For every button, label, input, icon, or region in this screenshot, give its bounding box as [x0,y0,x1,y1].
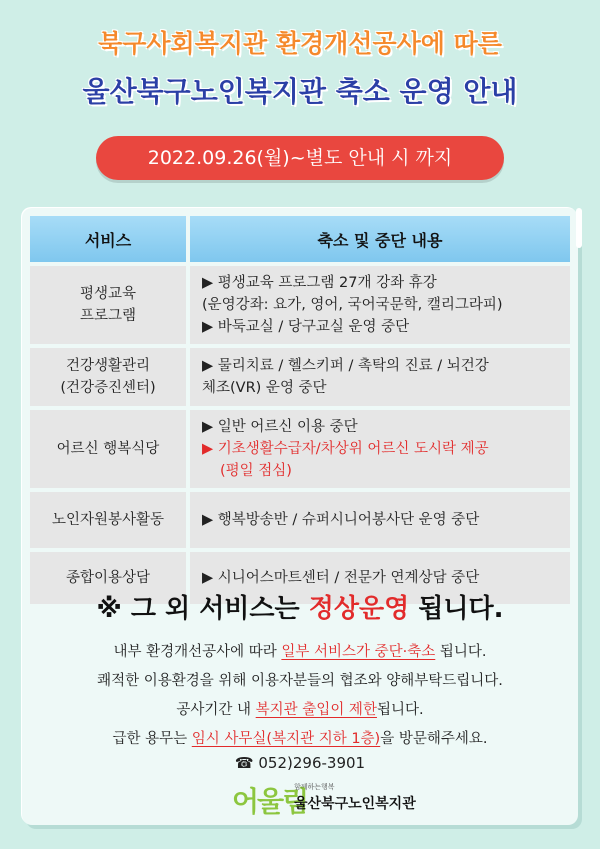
detail-line: 체조(VR) 운영 중단 [202,380,327,396]
detail-line: ▶ 바둑교실 / 당구교실 운영 중단 [202,319,410,335]
info-highlight: 일부 서비스가 중단·축소 [281,644,436,660]
service-name: 어르신 행복식당 [56,441,160,457]
info-line [22,696,578,725]
details-cell [190,344,570,406]
service-name: 평생교육 [79,286,137,302]
notice-suffix: 됩니다. [409,594,504,624]
info-text: 됩니다. [435,644,487,660]
service-name: (건강증진센터) [60,380,156,396]
info-text: 쾌적한 이용환경을 위해 이용자분들의 협조와 양해부탁드립니다. [97,673,503,689]
service-name: 종합이용상담 [65,570,151,586]
service-name: 노인자원봉사활동 [51,512,165,528]
service-name: 건강생활관리 [65,358,151,374]
info-line [22,667,578,696]
detail-line: ▶ 물리치료 / 헬스키퍼 / 촉탁의 진료 / 뇌건강 [202,358,489,374]
service-cell [30,344,190,406]
phone-number: 052)296-3901 [258,754,366,772]
service-table [30,216,570,604]
details-cell [190,488,570,548]
info-text: 내부 환경개선공사에 따라 [113,644,282,660]
notice-prefix: ※ 그 외 서비스는 [96,594,309,624]
info-highlight: 임시 사무실(복지관 지하 1층) [191,731,381,747]
table-row [30,488,570,548]
details-cell [190,406,570,488]
table-row [30,406,570,488]
detail-line: (운영강좌: 요가, 영어, 국어국문학, 캘리그라피) [202,297,503,313]
logo-tagline: 함께하는행복 [294,783,335,791]
normal-operation-notice [22,588,578,625]
info-lines [22,638,578,754]
info-highlight: 복지관 출입이 제한 [255,702,377,718]
info-text: 됩니다. [376,702,424,718]
service-cell [30,406,190,488]
contact-phone [22,754,578,772]
table-header-row [30,216,570,262]
notice-highlight: 정상운영 [308,594,410,624]
title-line-2: 울산북구노인복지관 축소 운영 안내 [82,75,518,108]
detail-line: ▶ 일반 어르신 이용 중단 [202,419,358,435]
service-cell [30,262,190,344]
service-cell [30,488,190,548]
column-header-service: 서비스 [30,216,190,262]
detail-line-highlight: ▶ 기초생활수급자/차상위 어르신 도시락 제공 [202,441,489,457]
info-line [22,725,578,754]
detail-line: ▶ 시니어스마트센터 / 전문가 연계상담 중단 [202,570,480,586]
column-header-details: 축소 및 중단 내용 [190,216,570,262]
organization-logo [232,780,432,820]
date-range-badge: 2022.09.26(월)~별도 안내 시 까지 [96,136,504,180]
logo-mark-text: 어울림 [232,785,308,818]
service-name: 프로그램 [79,308,137,324]
table-row [30,344,570,406]
card-decoration [576,208,582,248]
detail-line: ▶ 행복방송반 / 슈퍼시니어봉사단 운영 중단 [202,512,480,528]
info-line [22,638,578,667]
info-text: 공사기간 내 [176,702,256,718]
info-text: 을 방문해주세요. [380,731,488,747]
logo-name: 울산북구노인복지관 [294,796,416,812]
detail-line: ▶ 평생교육 프로그램 27개 강좌 휴강 [202,275,437,291]
content-card [22,208,578,825]
info-text: 급한 용무는 [112,731,192,747]
telephone-icon: ☎ [234,754,254,772]
details-cell [190,262,570,344]
table-row [30,262,570,344]
title-line-1: 북구사회복지관 환경개선공사에 따른 [98,29,502,58]
detail-line-highlight: (평일 점심) [220,463,292,479]
